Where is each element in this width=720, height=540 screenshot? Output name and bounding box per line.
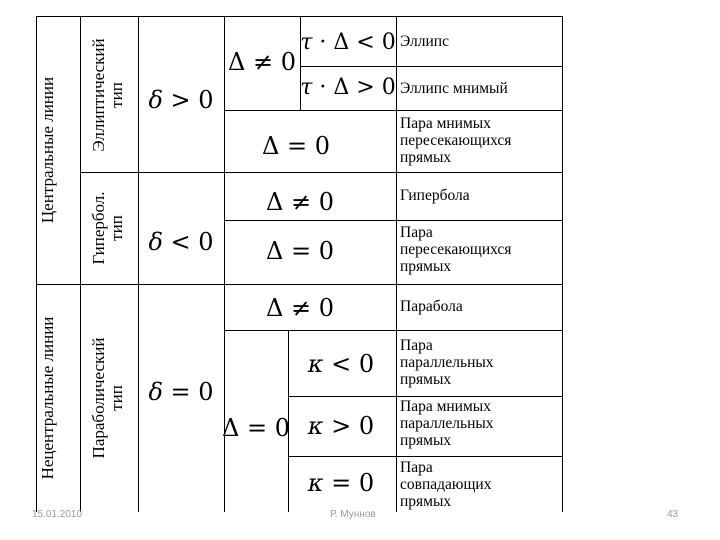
footer-date: 15.01.2010 [32, 509, 83, 520]
condition-tau-delta-positive: τ · Δ > 0 [300, 75, 396, 100]
condition-Delta-nonzero-parabolic: Δ ≠ 0 [266, 294, 334, 322]
group-label-noncentral: Нецентральные линии [38, 316, 57, 480]
condition-kappa-positive: κ > 0 [307, 412, 375, 440]
condition-Delta-zero-elliptic: Δ = 0 [262, 132, 330, 160]
condition-delta-zero: δ = 0 [148, 378, 214, 406]
result-hyperbola: Гипербола [400, 187, 470, 204]
condition-Delta-nonzero-hyperbolic: Δ ≠ 0 [266, 188, 334, 216]
result-intersecting-lines: Пара пересекающихся прямых [400, 224, 512, 275]
type-label-parabolic: Параболический тип [89, 337, 126, 459]
condition-kappa-zero: κ = 0 [307, 469, 375, 497]
result-parallel-lines: Пара параллельных прямых [400, 337, 494, 388]
condition-kappa-negative: κ < 0 [307, 350, 375, 378]
group-label-central: Центральные линии [38, 76, 57, 224]
condition-delta-negative: δ < 0 [148, 228, 214, 256]
result-imaginary-intersecting-lines: Пара мнимых пересекающихся прямых [400, 115, 512, 166]
condition-tau-delta-negative: τ · Δ < 0 [300, 30, 396, 55]
condition-delta-positive: δ > 0 [148, 86, 214, 114]
condition-Delta-zero-hyperbolic: Δ = 0 [266, 237, 334, 265]
result-coinciding-lines: Пара совпадающих прямых [400, 459, 492, 510]
footer-page-number: 43 [667, 509, 679, 520]
type-label-hyperbolic: Гипербол. тип [89, 191, 126, 265]
condition-Delta-nonzero-elliptic: Δ ≠ 0 [228, 48, 296, 76]
condition-Delta-zero-parabolic: Δ = 0 [222, 414, 290, 442]
type-label-elliptic: Эллиптический тип [89, 38, 126, 152]
result-imaginary-ellipse: Эллипс мнимый [400, 80, 508, 97]
result-parabola: Парабола [400, 298, 463, 315]
result-ellipse: Эллипс [400, 33, 449, 50]
result-imaginary-parallel-lines: Пара мнимых параллельных прямых [400, 398, 494, 449]
footer-author: Р. Муннов [330, 509, 376, 520]
